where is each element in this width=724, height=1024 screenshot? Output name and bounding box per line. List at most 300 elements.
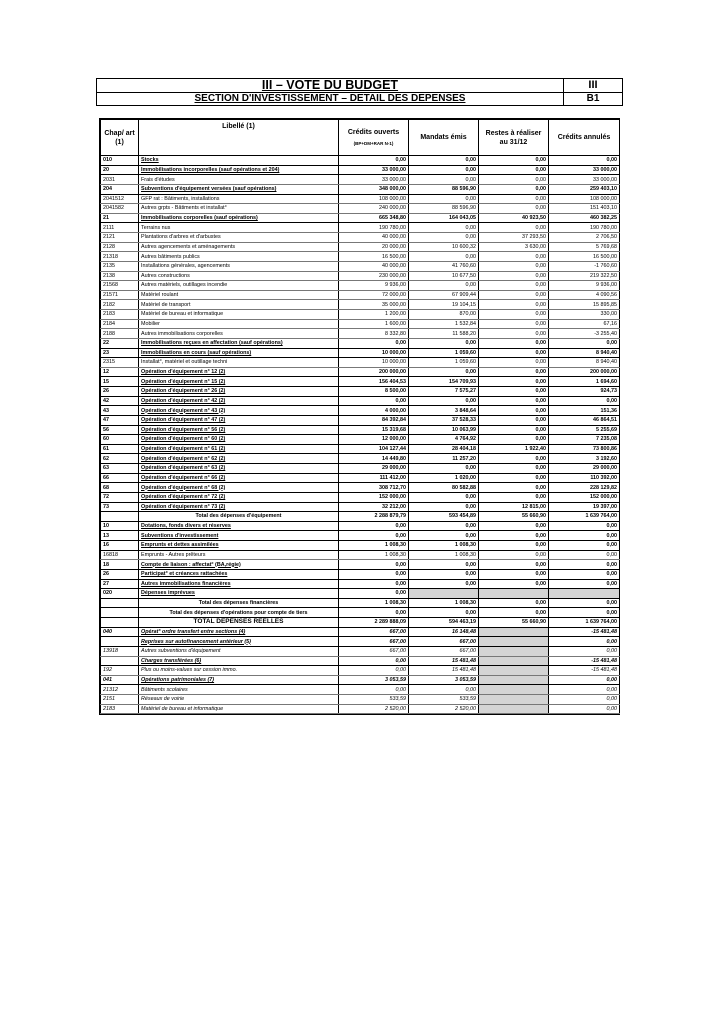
cell-restes: 0,00	[479, 252, 549, 262]
cell-restes: 0,00	[479, 184, 549, 194]
cell-credits: 665 348,80	[339, 213, 409, 223]
table-row	[101, 396, 620, 406]
table-row	[101, 290, 620, 300]
cell-restes: 0,00	[479, 569, 549, 579]
cell-libelle: Emprunts et dettes assimilées	[139, 541, 339, 551]
cell-chap	[101, 618, 139, 628]
cell-chap: 20	[101, 165, 139, 175]
cell-annules: 29 000,00	[549, 464, 620, 474]
cell-restes: 0,00	[479, 406, 549, 416]
cell-libelle: Total des dépenses d'équipement	[139, 512, 339, 522]
cell-credits: 2 520,00	[339, 704, 409, 714]
cell-credits: 0,00	[339, 338, 409, 348]
table-row	[101, 348, 620, 358]
cell-restes: 0,00	[479, 425, 549, 435]
cell-credits: 3 053,59	[339, 675, 409, 685]
cell-chap	[101, 512, 139, 522]
cell-libelle: Autres immobilisations corporelles	[139, 329, 339, 339]
cell-credits: 533,59	[339, 695, 409, 705]
cell-chap: 2111	[101, 223, 139, 233]
cell-chap: 16818	[101, 550, 139, 560]
cell-restes: 0,00	[479, 271, 549, 281]
cell-mandats: 7 575,27	[409, 387, 479, 397]
cell-libelle: Opération d'équipement n° 72 (2)	[139, 492, 339, 502]
cell-mandats: 4 764,92	[409, 435, 479, 445]
cell-annules: 67,16	[549, 319, 620, 329]
cell-libelle: Opération d'équipement n° 56 (2)	[139, 425, 339, 435]
table-row	[101, 464, 620, 474]
cell-credits: 16 500,00	[339, 252, 409, 262]
cell-credits: 29 000,00	[339, 464, 409, 474]
cell-credits: 0,00	[339, 569, 409, 579]
cell-chap: 020	[101, 589, 139, 599]
cell-chap: 43	[101, 406, 139, 416]
cell-chap: 21318	[101, 252, 139, 262]
cell-credits: 12 000,00	[339, 435, 409, 445]
cell-mandats: 19 104,15	[409, 300, 479, 310]
cell-mandats: 88 596,90	[409, 184, 479, 194]
cell-restes	[479, 675, 549, 685]
cell-mandats: 88 596,90	[409, 204, 479, 214]
cell-annules: 1 639 764,00	[549, 618, 620, 628]
table-row	[101, 473, 620, 483]
cell-restes: 1 922,40	[479, 444, 549, 454]
table-row	[101, 319, 620, 329]
cell-restes: 0,00	[479, 531, 549, 541]
table-row	[101, 492, 620, 502]
cell-chap: 2128	[101, 242, 139, 252]
cell-restes	[479, 656, 549, 666]
cell-libelle: Mobilier	[139, 319, 339, 329]
cell-credits: 40 000,00	[339, 261, 409, 271]
cell-restes: 0,00	[479, 492, 549, 502]
cell-chap: 15	[101, 377, 139, 387]
cell-restes	[479, 695, 549, 705]
table-row	[101, 579, 620, 589]
cell-credits: 0,00	[339, 156, 409, 166]
cell-mandats: 11 588,20	[409, 329, 479, 339]
column-header-annules: Crédits annulés	[549, 120, 620, 156]
cell-libelle: Bâtiments scolaires	[139, 685, 339, 695]
cell-credits: 35 000,00	[339, 300, 409, 310]
cell-libelle: Opération d'équipement n° 63 (2)	[139, 464, 339, 474]
table-row	[101, 637, 620, 647]
table-row	[101, 281, 620, 291]
cell-credits: 9 936,00	[339, 281, 409, 291]
cell-credits: 40 000,00	[339, 233, 409, 243]
cell-credits: 240 000,00	[339, 204, 409, 214]
column-header-credits	[339, 120, 409, 156]
cell-libelle: Dépenses imprévues	[139, 589, 339, 599]
cell-annules: 0,00	[549, 695, 620, 705]
cell-credits: 2 288 879,79	[339, 512, 409, 522]
cell-chap: 2041582	[101, 204, 139, 214]
cell-mandats: 3 053,59	[409, 675, 479, 685]
cell-libelle: Subventions d'investissement	[139, 531, 339, 541]
cell-restes	[479, 646, 549, 656]
cell-credits: 111 412,00	[339, 473, 409, 483]
cell-libelle: Opérat° ordre transfert entre sections (4)	[139, 627, 339, 637]
cell-annules: 108 000,00	[549, 194, 620, 204]
cell-restes: 0,00	[479, 483, 549, 493]
cell-libelle: Immobilisations corporelles (sauf opérations)	[139, 213, 339, 223]
cell-libelle: Autres bâtiments publics	[139, 252, 339, 262]
column-header-libelle: Libellé (1)	[139, 120, 339, 156]
cell-mandats: 15 481,48	[409, 656, 479, 666]
cell-libelle: Plantations d'arbres et d'arbustes	[139, 233, 339, 243]
cell-restes	[479, 627, 549, 637]
cell-libelle: GFP rat : Bâtiments, installations	[139, 194, 339, 204]
cell-mandats: 1 008,30	[409, 541, 479, 551]
cell-annules: 0,00	[549, 598, 620, 608]
cell-mandats: 0,00	[409, 579, 479, 589]
cell-mandats: 164 043,05	[409, 213, 479, 223]
cell-mandats: 37 528,33	[409, 415, 479, 425]
cell-mandats: 0,00	[409, 502, 479, 512]
cell-restes: 0,00	[479, 608, 549, 618]
cell-annules: 8 940,40	[549, 348, 620, 358]
cell-annules: 19 397,00	[549, 502, 620, 512]
cell-mandats: 1 059,60	[409, 348, 479, 358]
cell-mandats: 41 760,60	[409, 261, 479, 271]
cell-restes: 37 293,50	[479, 233, 549, 243]
cell-credits: 0,00	[339, 656, 409, 666]
cell-restes: 3 630,00	[479, 242, 549, 252]
cell-mandats: 0,00	[409, 521, 479, 531]
cell-mandats: 80 582,88	[409, 483, 479, 493]
cell-credits: 10 000,00	[339, 358, 409, 368]
cell-annules: 4 090,56	[549, 290, 620, 300]
cell-chap: 2041512	[101, 194, 139, 204]
table-row	[101, 425, 620, 435]
cell-annules: 0,00	[549, 338, 620, 348]
cell-libelle: Autres subventions d'équipement	[139, 646, 339, 656]
cell-annules	[549, 589, 620, 599]
cell-credits: 0,00	[339, 589, 409, 599]
table-row	[101, 252, 620, 262]
cell-credits: 84 392,84	[339, 415, 409, 425]
cell-credits: 8 500,00	[339, 387, 409, 397]
cell-credits: 33 000,00	[339, 165, 409, 175]
cell-annules: 110 392,00	[549, 473, 620, 483]
cell-annules: -1 760,60	[549, 261, 620, 271]
table-row	[101, 194, 620, 204]
cell-mandats: 15 481,48	[409, 666, 479, 676]
cell-annules: 0,00	[549, 675, 620, 685]
cell-mandats: 10 063,99	[409, 425, 479, 435]
cell-credits: 8 332,80	[339, 329, 409, 339]
cell-mandats: 0,00	[409, 492, 479, 502]
cell-annules: 1 694,60	[549, 377, 620, 387]
cell-annules: 9 936,00	[549, 281, 620, 291]
cell-libelle: Matériel de bureau et informatique	[139, 704, 339, 714]
table-row	[101, 242, 620, 252]
cell-annules: 460 382,25	[549, 213, 620, 223]
table-row	[101, 406, 620, 416]
cell-annules: 0,00	[549, 541, 620, 551]
table-row	[101, 233, 620, 243]
table-body	[101, 156, 620, 714]
section-code: III	[588, 79, 598, 91]
cell-restes: 0,00	[479, 473, 549, 483]
cell-restes: 0,00	[479, 598, 549, 608]
cell-libelle: Autres agencements et aménagements	[139, 242, 339, 252]
cell-mandats: 1 008,30	[409, 550, 479, 560]
cell-libelle: Matériel roulant	[139, 290, 339, 300]
table-header-row	[101, 120, 620, 156]
cell-annules: 151 403,10	[549, 204, 620, 214]
cell-libelle: Opération d'équipement n° 43 (2)	[139, 406, 339, 416]
cell-mandats: 0,00	[409, 464, 479, 474]
cell-chap: 27	[101, 579, 139, 589]
table-row	[101, 223, 620, 233]
cell-annules: 7 235,08	[549, 435, 620, 445]
table-row	[101, 608, 620, 618]
cell-chap: 2151	[101, 695, 139, 705]
cell-mandats: 0,00	[409, 281, 479, 291]
cell-mandats: 0,00	[409, 367, 479, 377]
cell-chap: 040	[101, 627, 139, 637]
table-row	[101, 521, 620, 531]
cell-credits: 0,00	[339, 396, 409, 406]
cell-libelle: Total des dépenses financières	[139, 598, 339, 608]
cell-restes: 0,00	[479, 194, 549, 204]
cell-libelle: Opération d'équipement n° 62 (2)	[139, 454, 339, 464]
cell-annules: 5 769,68	[549, 242, 620, 252]
cell-annules: 0,00	[549, 396, 620, 406]
cell-restes: 55 660,90	[479, 512, 549, 522]
cell-libelle: Dotations, fonds divers et réserves	[139, 521, 339, 531]
cell-restes: 0,00	[479, 338, 549, 348]
cell-libelle: Autres grpts - Bâtiments et installat°	[139, 204, 339, 214]
table-row	[101, 454, 620, 464]
cell-annules: 190 780,00	[549, 223, 620, 233]
cell-mandats: 0,00	[409, 396, 479, 406]
cell-restes: 0,00	[479, 329, 549, 339]
cell-restes: 0,00	[479, 454, 549, 464]
budget-table	[100, 119, 620, 714]
cell-mandats: 0,00	[409, 685, 479, 695]
table-row	[101, 560, 620, 570]
cell-credits: 33 000,00	[339, 175, 409, 185]
cell-restes: 0,00	[479, 281, 549, 291]
cell-chap: 2315	[101, 358, 139, 368]
cell-mandats: 0,00	[409, 223, 479, 233]
cell-restes: 0,00	[479, 377, 549, 387]
table-row	[101, 589, 620, 599]
cell-restes: 0,00	[479, 319, 549, 329]
table-row	[101, 415, 620, 425]
cell-libelle: Frais d'études	[139, 175, 339, 185]
cell-restes: 0,00	[479, 464, 549, 474]
cell-chap: 2138	[101, 271, 139, 281]
cell-libelle: Autres immobilisations financières	[139, 579, 339, 589]
cell-credits: 0,00	[339, 685, 409, 695]
table-row	[101, 271, 620, 281]
cell-mandats: 154 709,93	[409, 377, 479, 387]
cell-mandats: 10 600,32	[409, 242, 479, 252]
table-row	[101, 165, 620, 175]
budget-table-container	[99, 118, 620, 715]
cell-chap: 2182	[101, 300, 139, 310]
cell-mandats: 0,00	[409, 608, 479, 618]
cell-credits: 0,00	[339, 521, 409, 531]
table-row	[101, 300, 620, 310]
cell-credits: 0,00	[339, 560, 409, 570]
cell-chap: 2135	[101, 261, 139, 271]
cell-restes: 12 815,00	[479, 502, 549, 512]
table-row	[101, 435, 620, 445]
cell-annules: 924,73	[549, 387, 620, 397]
cell-credits: 1 008,30	[339, 598, 409, 608]
cell-chap: 68	[101, 483, 139, 493]
table-row	[101, 483, 620, 493]
cell-mandats: 533,59	[409, 695, 479, 705]
cell-annules: 330,00	[549, 310, 620, 320]
cell-credits: 15 319,68	[339, 425, 409, 435]
table-code: B1	[586, 93, 600, 104]
table-row	[101, 204, 620, 214]
table-row	[101, 512, 620, 522]
cell-annules: 0,00	[549, 608, 620, 618]
cell-chap: 26	[101, 387, 139, 397]
cell-restes: 0,00	[479, 175, 549, 185]
cell-credits: 1 008,30	[339, 541, 409, 551]
cell-chap: 2184	[101, 319, 139, 329]
cell-libelle: Matériel de transport	[139, 300, 339, 310]
cell-credits: 0,00	[339, 666, 409, 676]
cell-libelle: Emprunts - Autres prêteurs	[139, 550, 339, 560]
table-row	[101, 377, 620, 387]
cell-chap: 2121	[101, 233, 139, 243]
cell-libelle: Immobilisations incorporelles (sauf opérations et 204)	[139, 165, 339, 175]
cell-libelle: Stocks	[139, 156, 339, 166]
cell-chap: 42	[101, 396, 139, 406]
cell-restes: 0,00	[479, 358, 549, 368]
cell-chap: 16	[101, 541, 139, 551]
cell-mandats: 0,00	[409, 233, 479, 243]
cell-restes: 0,00	[479, 367, 549, 377]
table-row	[101, 704, 620, 714]
cell-libelle: Opération d'équipement n° 68 (2)	[139, 483, 339, 493]
cell-libelle: Opération d'équipement n° 26 (2)	[139, 387, 339, 397]
cell-annules: 0,00	[549, 646, 620, 656]
table-row	[101, 569, 620, 579]
cell-annules: 33 000,00	[549, 165, 620, 175]
table-row	[101, 627, 620, 637]
cell-restes: 0,00	[479, 560, 549, 570]
cell-chap: 010	[101, 156, 139, 166]
cell-libelle: Opération d'équipement n° 73 (2)	[139, 502, 339, 512]
table-row	[101, 261, 620, 271]
cell-credits: 152 000,00	[339, 492, 409, 502]
table-row	[101, 675, 620, 685]
cell-credits: 0,00	[339, 531, 409, 541]
cell-mandats: 0,00	[409, 560, 479, 570]
cell-credits: 20 000,00	[339, 242, 409, 252]
cell-annules: 0,00	[549, 569, 620, 579]
cell-chap: 62	[101, 454, 139, 464]
cell-libelle: Reprises sur autofinancement antérieur (5)	[139, 637, 339, 647]
cell-mandats: 0,00	[409, 194, 479, 204]
cell-credits: 667,00	[339, 637, 409, 647]
cell-libelle: Immobilisations reçues en affectation (sauf opérations)	[139, 338, 339, 348]
cell-chap: 18	[101, 560, 139, 570]
cell-annules: 228 129,82	[549, 483, 620, 493]
cell-chap: 13	[101, 531, 139, 541]
table-row	[101, 656, 620, 666]
cell-annules: 0,00	[549, 156, 620, 166]
cell-annules: 0,00	[549, 550, 620, 560]
column-header-credits-label: Crédits ouverts	[347, 128, 400, 136]
cell-annules: 152 000,00	[549, 492, 620, 502]
table-row	[101, 618, 620, 628]
cell-chap: 204	[101, 184, 139, 194]
table-row	[101, 367, 620, 377]
cell-libelle: Opération d'équipement n° 42 (2)	[139, 396, 339, 406]
cell-credits: 14 449,80	[339, 454, 409, 464]
cell-mandats: 67 909,44	[409, 290, 479, 300]
cell-mandats: 16 148,48	[409, 627, 479, 637]
cell-libelle: Immobilisations en cours (sauf opérations)	[139, 348, 339, 358]
cell-libelle: Participat° et créances rattachées	[139, 569, 339, 579]
column-header-credits-sub: (BP+DM+RAR N-1)	[353, 140, 394, 146]
cell-mandats: 0,00	[409, 156, 479, 166]
cell-chap: 56	[101, 425, 139, 435]
table-row	[101, 358, 620, 368]
cell-mandats: 0,00	[409, 569, 479, 579]
cell-mandats: 870,00	[409, 310, 479, 320]
cell-credits: 156 404,53	[339, 377, 409, 387]
cell-chap: 2183	[101, 310, 139, 320]
cell-mandats: 1 008,30	[409, 598, 479, 608]
cell-libelle: Installations générales, agencements	[139, 261, 339, 271]
page-header	[96, 78, 623, 106]
cell-chap: 63	[101, 464, 139, 474]
cell-annules: 33 000,00	[549, 175, 620, 185]
cell-mandats: 11 257,20	[409, 454, 479, 464]
cell-restes: 0,00	[479, 204, 549, 214]
cell-libelle: Plus ou moins-values sur cession immo.	[139, 666, 339, 676]
cell-libelle: Opération d'équipement n° 61 (2)	[139, 444, 339, 454]
cell-mandats	[409, 589, 479, 599]
cell-mandats: 1 059,60	[409, 358, 479, 368]
cell-credits: 1 008,30	[339, 550, 409, 560]
cell-chap: 041	[101, 675, 139, 685]
column-header-chap: Chap/ art (1)	[101, 120, 139, 156]
table-row	[101, 310, 620, 320]
cell-libelle: Matériel de bureau et informatique	[139, 310, 339, 320]
cell-restes	[479, 704, 549, 714]
cell-mandats: 0,00	[409, 252, 479, 262]
cell-restes: 0,00	[479, 310, 549, 320]
cell-chap: 2188	[101, 329, 139, 339]
cell-mandats: 594 463,19	[409, 618, 479, 628]
cell-chap: 47	[101, 415, 139, 425]
cell-chap: 21312	[101, 685, 139, 695]
cell-credits: 4 000,00	[339, 406, 409, 416]
cell-libelle: Opération d'équipement n° 66 (2)	[139, 473, 339, 483]
cell-libelle: Installat°, matériel et outillage techni	[139, 358, 339, 368]
cell-credits: 230 000,00	[339, 271, 409, 281]
cell-libelle: Opération d'équipement n° 15 (2)	[139, 377, 339, 387]
cell-annules: 0,00	[549, 531, 620, 541]
cell-annules: 151,36	[549, 406, 620, 416]
cell-restes: 0,00	[479, 415, 549, 425]
cell-chap: 192	[101, 666, 139, 676]
cell-annules: -15 481,48	[549, 627, 620, 637]
cell-mandats: 593 454,89	[409, 512, 479, 522]
